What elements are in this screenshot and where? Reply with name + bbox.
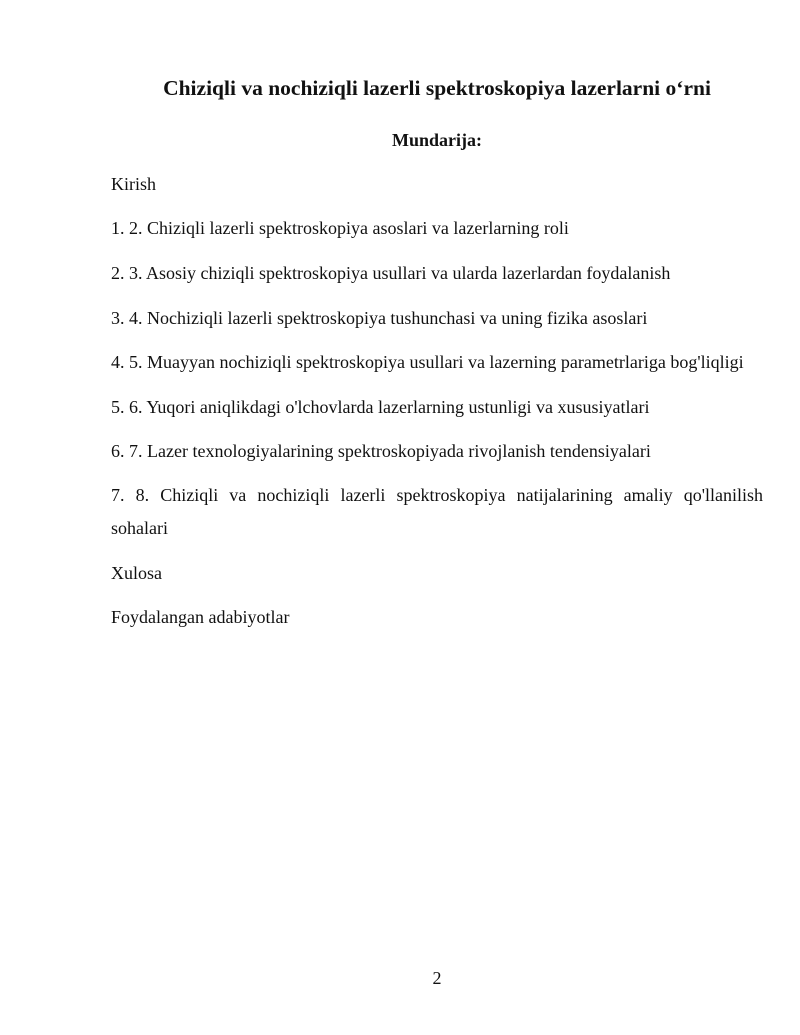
toc-item-conclusion: Xulosa [111,563,162,583]
toc-item: 7. 8. Chiziqli va nochiziqli lazerli spektroskopiya natijalarining amaliy qo'llanilish sohalari [111,485,763,538]
toc-item: 2. 3. Asosiy chiziqli spektroskopiya usullari va ularda lazerlardan foydalanish [111,263,671,283]
toc-item: 3. 4. Nochiziqli lazerli spektroskopiya tushunchasi va uning fizika asoslari [111,308,648,328]
toc-item-introduction: Kirish [111,174,156,194]
toc-item-references: Foydalangan adabiyotlar [111,607,290,627]
toc-item: 5. 6. Yuqori aniqlikdagi o'lchovlarda lazerlarning ustunligi va xususiyatlari [111,397,650,417]
toc-item: 6. 7. Lazer texnologiyalarining spektroskopiyada rivojlanish tendensiyalari [111,441,651,461]
contents-heading: Mundarija: [392,130,482,150]
toc-item: 1. 2. Chiziqli lazerli spektroskopiya asoslari va lazerlarning roli [111,218,569,238]
toc-item: 4. 5. Muayyan nochiziqli spektroskopiya usullari va lazerning parametrlariga bog'liqligi [111,352,744,372]
document-title: Chiziqli va nochiziqli lazerli spektroskopiya lazerlarni o‘rni [163,76,711,100]
page-number: 2 [432,968,442,988]
